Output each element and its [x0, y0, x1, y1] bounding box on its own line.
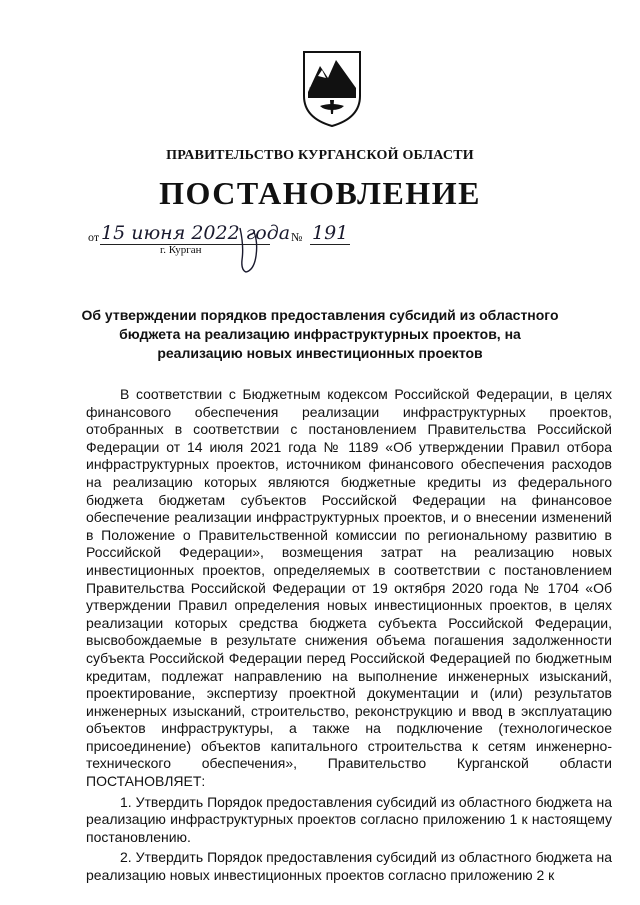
- number-handwritten: 191: [312, 222, 349, 244]
- date-prefix: от: [88, 230, 100, 244]
- paragraph-item-2: 2. Утвердить Порядок предоставления субсидий из областного бюджета на реализацию новых инвестиционных проектов согласно приложению 2 к: [86, 849, 612, 884]
- document-type: ПОСТАНОВЛЕНИЕ: [159, 175, 481, 211]
- document-body: [86, 386, 612, 885]
- government-name: ПРАВИТЕЛЬСТВО КУРГАНСКОЙ ОБЛАСТИ: [166, 148, 474, 163]
- handwritten-mark-icon: [234, 226, 268, 274]
- paragraph-preamble: В соответствии с Бюджетным кодексом Российской Федерации, в целях финансового обеспечения реализации инфраструктурных проектов, отобранных в соответствии с постановлением Правительства Российской Федерации от 14 июля 2021 года № 1189 «Об утверждении Правил отбора инфраструктурных проектов, источником финансового обеспечения расходов на реализацию которых являются бюджетные кредиты из федерального бюджета бюджетам субъектов Российской Федерации на финансовое обеспечение реализации инфраструктурных проектов, и о внесении изменений в Положение о Правительственной комиссии по региональному развитию в Российской Федерации», возмещения затрат на реализацию новых инвестиционных проектов, определяемых в соответствии с постановлением Правительства Российской Федерации от 19 октября 2020 года № 1704 «Об утверждении Правил определения новых инвестиционных проектов, в целях реализации которых средства бюджета субъекта Российской Федерации, высвобождаемые в результате снижения объема погашения задолженности субъекта Российской Федерации перед Российской Федерацией по бюджетным кредитам, подлежат направлению на выполнение инженерных изысканий, проектирование, экспертизу проектной документации и (или) результатов инженерных изысканий, строительство, реконструкцию и ввод в эксплуатацию объектов инфраструктуры, а также на подключение (технологическое присоединение) объектов капитального строительства к сетям инженерно-технического обеспечения», Правительство Курганской области ПОСТАНОВЛЯЕТ:: [86, 386, 612, 790]
- city-label: г. Курган: [160, 244, 202, 256]
- number-prefix: №: [291, 230, 303, 244]
- document-title: Об утверждении порядков предоставления субсидий из областного бюджета на реализацию инфраструктурных проектов, на реализацию новых инвестиционных проектов: [81, 307, 559, 361]
- date-handwritten: 15 июня 2022 года: [101, 222, 291, 244]
- coat-of-arms-icon: [300, 48, 364, 128]
- paragraph-item-1: 1. Утвердить Порядок предоставления субсидий из областного бюджета на реализацию инфраструктурных проектов согласно приложению 1 к настоящему постановлению.: [86, 793, 612, 845]
- number-underline: [310, 244, 350, 245]
